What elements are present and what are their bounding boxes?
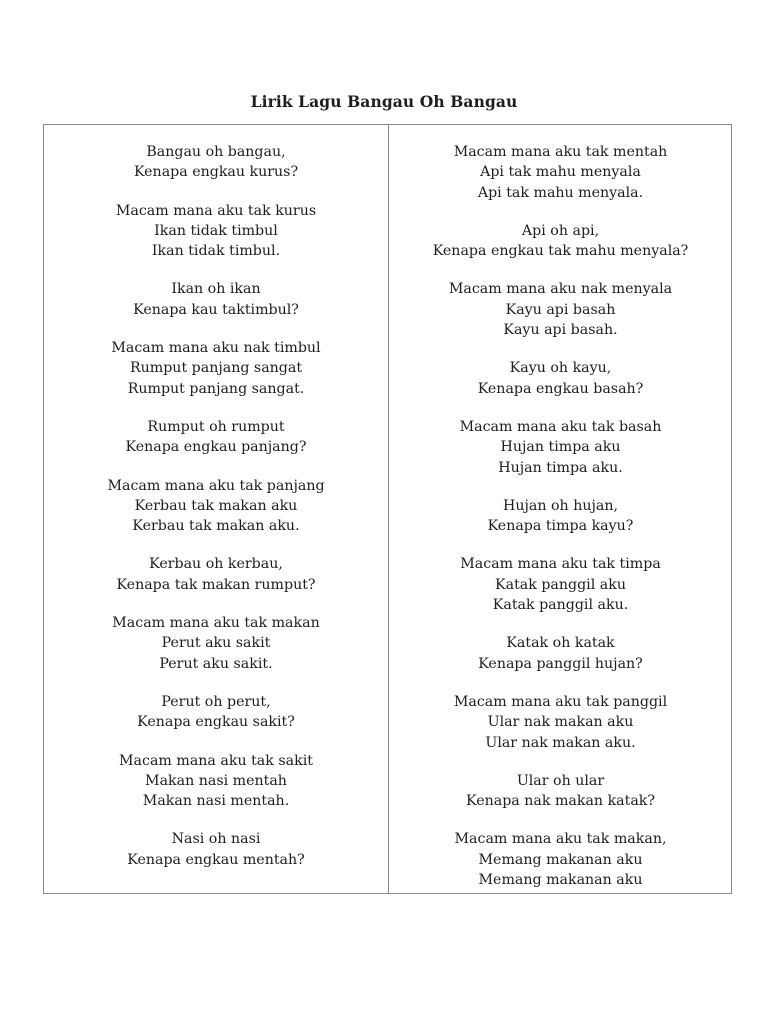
stanza xyxy=(44,751,388,812)
lyric-line: Kenapa nak makan katak? xyxy=(466,793,655,810)
stanza xyxy=(44,338,388,399)
lyric-line: Bangau oh bangau, xyxy=(146,144,286,160)
lyric-line: Ikan tidak timbul. xyxy=(151,243,281,260)
lyric-line: Macam mana aku tak mentah xyxy=(453,144,668,160)
lyric-line: Kerbau tak makan aku xyxy=(134,497,298,514)
lyric-line: Macam mana aku tak sakit xyxy=(119,752,313,769)
lyric-line: Katak oh katak xyxy=(506,635,615,652)
lyric-line: Macam mana aku nak timbul xyxy=(111,340,321,357)
stanza xyxy=(44,142,388,183)
lyric-line: Rumput panjang sangat. xyxy=(127,380,305,397)
lyric-line: Kayu api basah. xyxy=(503,322,618,339)
lyric-line: Kenapa panggil hujan? xyxy=(478,655,643,672)
lyric-line: Kenapa timpa kayu? xyxy=(487,518,634,535)
lyric-line: Makan nasi mentah xyxy=(145,772,287,789)
stanza xyxy=(44,279,388,320)
stanza xyxy=(389,279,732,340)
lyrics-column-right xyxy=(389,142,732,908)
lyric-line: Api tak mahu menyala xyxy=(480,164,641,181)
stanza xyxy=(44,829,388,870)
stanza xyxy=(389,829,732,890)
stanza xyxy=(389,633,732,674)
stanza xyxy=(44,692,388,733)
lyric-line: Perut aku sakit xyxy=(161,635,271,652)
lyric-line: Ular nak makan aku xyxy=(487,714,634,731)
lyric-line: Kenapa engkau panjang? xyxy=(125,439,307,456)
lyric-line: Rumput panjang sangat xyxy=(129,360,303,377)
stanza xyxy=(389,142,732,203)
lyric-line: Hujan timpa aku. xyxy=(498,459,623,476)
lyric-line: Kenapa engkau mentah? xyxy=(127,851,305,868)
stanza xyxy=(44,554,388,595)
stanza xyxy=(389,496,732,537)
lyric-line: Ikan tidak timbul xyxy=(154,222,278,239)
lyric-line: Rumput oh rumput xyxy=(147,418,285,435)
lyric-line: Memang makanan aku xyxy=(478,851,643,868)
stanza xyxy=(44,201,388,262)
lyric-line: Kenapa engkau sakit? xyxy=(137,714,295,731)
lyric-line: Perut oh perut, xyxy=(161,693,271,710)
lyrics-column-left xyxy=(44,142,388,888)
lyric-line: Hujan oh hujan, xyxy=(503,497,618,514)
stanza xyxy=(389,771,732,812)
lyric-line: Api tak mahu menyala. xyxy=(477,184,644,201)
stanza xyxy=(389,692,732,753)
lyric-line: Katak panggil aku xyxy=(495,576,626,593)
lyric-line: Makan nasi mentah. xyxy=(142,793,290,810)
lyric-line: Kenapa tak makan rumput? xyxy=(116,576,316,593)
lyric-line: Macam mana aku tak panggil xyxy=(453,693,668,710)
lyric-line: Macam mana aku tak panjang xyxy=(107,477,325,494)
stanza xyxy=(389,554,732,615)
lyrics-table xyxy=(43,124,732,894)
lyric-line: Api oh api, xyxy=(521,222,600,239)
lyric-line: Kenapa engkau kurus? xyxy=(133,164,299,181)
lyric-line: Katak panggil aku. xyxy=(492,597,629,614)
stanza xyxy=(389,221,732,262)
lyric-line: Memang makanan aku xyxy=(478,872,643,889)
lyric-line: Macam mana aku tak makan xyxy=(112,615,320,632)
lyric-line: Macam mana aku tak kurus xyxy=(115,202,317,219)
lyric-line: Macam mana aku tak makan, xyxy=(454,831,667,848)
lyric-line: Macam mana aku nak menyala xyxy=(448,281,673,298)
page-title: Lirik Lagu Bangau Oh Bangau xyxy=(250,92,518,111)
lyric-line: Kerbau tak makan aku. xyxy=(132,518,300,535)
stanza xyxy=(389,417,732,478)
lyric-line: Kenapa engkau tak mahu menyala? xyxy=(432,243,689,260)
lyric-line: Kenapa kau taktimbul? xyxy=(133,301,299,318)
lyric-line: Hujan timpa aku xyxy=(500,439,621,456)
lyric-line: Ikan oh ikan xyxy=(171,281,261,298)
lyric-line: Macam mana aku tak basah xyxy=(459,418,662,435)
lyric-line: Kayu oh kayu, xyxy=(509,360,612,377)
lyric-line: Ular oh ular xyxy=(516,772,605,789)
lyric-line: Nasi oh nasi xyxy=(171,831,261,848)
stanza xyxy=(44,613,388,674)
lyric-line: Kerbau oh kerbau, xyxy=(149,556,283,573)
stanza xyxy=(44,476,388,537)
stanza xyxy=(44,417,388,458)
stanza xyxy=(389,358,732,399)
lyric-line: Kayu api basah xyxy=(505,301,616,318)
lyric-line: Ular nak makan aku. xyxy=(485,734,636,751)
lyric-line: Kenapa engkau basah? xyxy=(477,380,644,397)
lyric-line: Perut aku sakit. xyxy=(159,655,273,672)
lyric-line: Macam mana aku tak timpa xyxy=(460,556,661,573)
